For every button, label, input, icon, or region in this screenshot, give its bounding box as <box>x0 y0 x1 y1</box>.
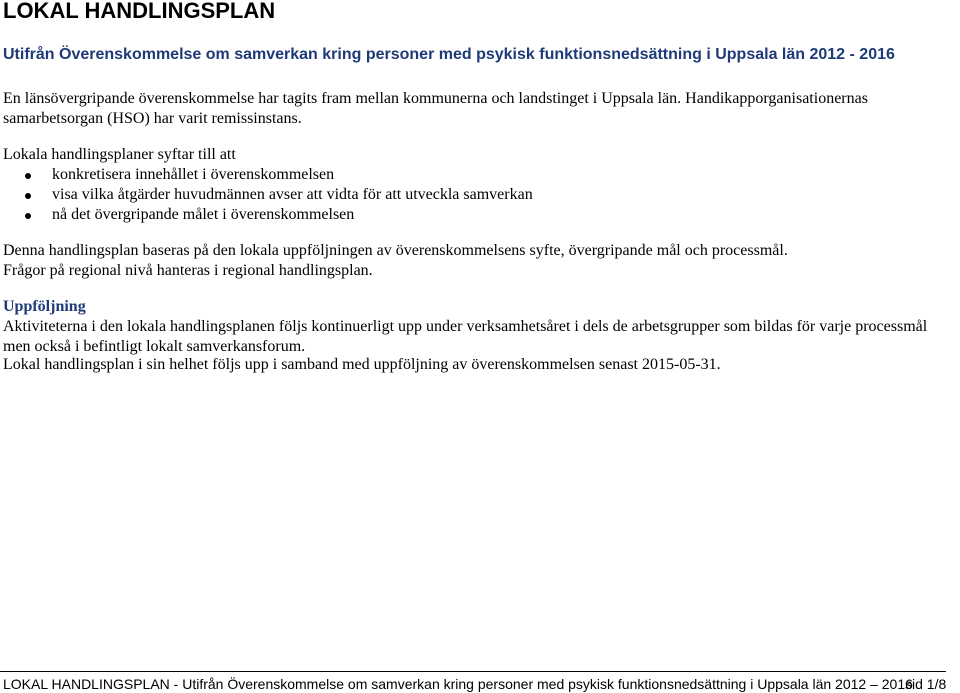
bullet-text: konkretisera innehållet i överenskommelsen <box>52 166 335 183</box>
footer-divider <box>0 671 946 672</box>
bullet-text: visa vilka åtgärder huvudmännen avser att vidta för att utveckla samverkan <box>52 186 533 203</box>
followup-paragraph-line-1: Aktiviteterna i den lokala handlingsplanen följs kontinuerligt upp under verksamhetsåret i dels de arbetsgrupper som bildas för varje processmål <box>3 318 928 335</box>
bullet-text: nå det övergripande målet i överenskommelsen <box>52 206 355 223</box>
basis-paragraph-line-1: Denna handlingsplan baseras på den lokala uppföljningen av överenskommelsens syfte, övergripande mål och processmål. <box>3 242 788 259</box>
footer-text: LOKAL HANDLINGSPLAN - Utifrån Överenskommelse om samverkan kring personer med psykisk funktionsnedsättning i Uppsala län 2012 – 2016 <box>3 676 913 692</box>
intro-paragraph-line-1: En länsövergripande överenskommelse har tagits fram mellan kommunerna och landstinget i Uppsala län. Handikapporganisationernas <box>3 90 868 107</box>
followup-heading: Uppföljning <box>3 298 86 315</box>
bullet-icon <box>25 173 31 179</box>
bullet-icon <box>25 193 31 199</box>
purpose-intro: Lokala handlingsplaner syftar till att <box>3 146 236 163</box>
document-subtitle: Utifrån Överenskommelse om samverkan kring personer med psykisk funktionsnedsättning i Uppsala län 2012 - 2016 <box>3 46 895 63</box>
document-title: LOKAL HANDLINGSPLAN <box>3 0 276 23</box>
followup-paragraph-line-2: men också i befintligt lokalt samverkansforum. <box>3 338 306 355</box>
basis-paragraph-line-2: Frågor på regional nivå hanteras i regional handlingsplan. <box>3 262 373 279</box>
intro-paragraph-line-2: samarbetsorgan (HSO) har varit remissinstans. <box>3 110 302 127</box>
bullet-icon <box>25 213 31 219</box>
page-number: sid 1/8 <box>905 676 947 692</box>
followup-paragraph-line-3: Lokal handlingsplan i sin helhet följs upp i samband med uppföljning av överenskommelsen senast 2015-05-31. <box>3 356 721 373</box>
list-item <box>0 185 900 205</box>
list-item <box>0 165 900 185</box>
list-item <box>0 205 900 225</box>
